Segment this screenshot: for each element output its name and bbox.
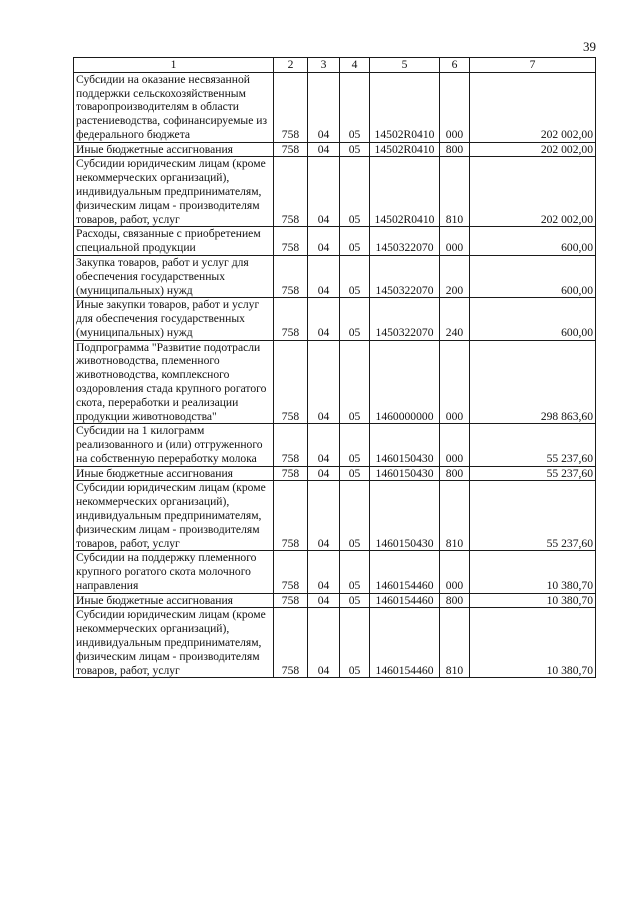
subsection-cell: 05 (340, 466, 370, 481)
section-cell: 04 (308, 142, 340, 157)
target-item-cell: 1460150430 (370, 466, 440, 481)
expense-type-cell: 810 (440, 608, 470, 678)
table-row (74, 551, 596, 593)
table-row (74, 424, 596, 466)
admin-code-cell: 758 (274, 142, 308, 157)
admin-code-cell: 758 (274, 340, 308, 424)
page-number: 39 (583, 39, 596, 54)
section-cell: 04 (308, 593, 340, 608)
expense-type-cell: 800 (440, 142, 470, 157)
target-item-cell: 14502R0410 (370, 157, 440, 227)
section-cell: 04 (308, 157, 340, 227)
amount-cell: 600,00 (470, 227, 596, 256)
header-cell: 1 (74, 58, 274, 73)
subsection-cell: 05 (340, 255, 370, 297)
row-name-cell: Иные бюджетные ассигнования (74, 142, 274, 157)
target-item-cell: 1460154460 (370, 608, 440, 678)
admin-code-cell: 758 (274, 551, 308, 593)
header-cell: 5 (370, 58, 440, 73)
admin-code-cell: 758 (274, 608, 308, 678)
table-row (74, 481, 596, 551)
section-cell: 04 (308, 255, 340, 297)
admin-code-cell: 758 (274, 72, 308, 142)
target-item-cell: 1460154460 (370, 593, 440, 608)
section-cell: 04 (308, 608, 340, 678)
amount-cell: 202 002,00 (470, 72, 596, 142)
table-row (74, 157, 596, 227)
section-cell: 04 (308, 72, 340, 142)
amount-cell: 55 237,60 (470, 481, 596, 551)
expense-type-cell: 800 (440, 593, 470, 608)
table-row (74, 466, 596, 481)
admin-code-cell: 758 (274, 481, 308, 551)
row-name-cell: Закупка товаров, работ и услуг для обеспечения государственных (муниципальных) нужд (74, 255, 274, 297)
row-name-cell: Субсидии юридическим лицам (кроме некоммерческих организаций), индивидуальным предпринимателям, физическим лицам - производителям товаров, работ, услуг (74, 481, 274, 551)
target-item-cell: 1460000000 (370, 340, 440, 424)
target-item-cell: 1460154460 (370, 551, 440, 593)
target-item-cell: 1450322070 (370, 298, 440, 340)
header-row (74, 58, 596, 73)
target-item-cell: 1460150430 (370, 481, 440, 551)
header-cell: 7 (470, 58, 596, 73)
target-item-cell: 1450322070 (370, 255, 440, 297)
amount-cell: 600,00 (470, 298, 596, 340)
amount-cell: 10 380,70 (470, 593, 596, 608)
subsection-cell: 05 (340, 481, 370, 551)
subsection-cell: 05 (340, 298, 370, 340)
table-row (74, 255, 596, 297)
amount-cell: 202 002,00 (470, 142, 596, 157)
row-name-cell: Иные закупки товаров, работ и услуг для обеспечения государственных (муниципальных) нужд (74, 298, 274, 340)
row-name-cell: Субсидии на оказание несвязанной поддержки сельскохозяйственным товаропроизводителям в области растениеводства, софинансируемые из федерального бюджета (74, 72, 274, 142)
amount-cell: 55 237,60 (470, 424, 596, 466)
amount-cell: 202 002,00 (470, 157, 596, 227)
expense-type-cell: 000 (440, 72, 470, 142)
admin-code-cell: 758 (274, 227, 308, 256)
table-row (74, 608, 596, 678)
row-name-cell: Субсидии на 1 килограмм реализованного и (или) отгруженного на собственную переработку молока (74, 424, 274, 466)
table-row (74, 593, 596, 608)
row-name-cell: Субсидии юридическим лицам (кроме некоммерческих организаций), индивидуальным предпринимателям, физическим лицам - производителям товаров, работ, услуг (74, 157, 274, 227)
admin-code-cell: 758 (274, 593, 308, 608)
section-cell: 04 (308, 340, 340, 424)
header-cell: 6 (440, 58, 470, 73)
admin-code-cell: 758 (274, 255, 308, 297)
amount-cell: 10 380,70 (470, 608, 596, 678)
table-row (74, 72, 596, 142)
expense-type-cell: 000 (440, 227, 470, 256)
subsection-cell: 05 (340, 72, 370, 142)
section-cell: 04 (308, 481, 340, 551)
table-row (74, 142, 596, 157)
section-cell: 04 (308, 551, 340, 593)
expense-type-cell: 240 (440, 298, 470, 340)
table-row (74, 227, 596, 256)
header-cell: 2 (274, 58, 308, 73)
expense-type-cell: 810 (440, 481, 470, 551)
admin-code-cell: 758 (274, 298, 308, 340)
target-item-cell: 14502R0410 (370, 142, 440, 157)
amount-cell: 600,00 (470, 255, 596, 297)
amount-cell: 298 863,60 (470, 340, 596, 424)
target-item-cell: 14502R0410 (370, 72, 440, 142)
target-item-cell: 1460150430 (370, 424, 440, 466)
header-cell: 3 (308, 58, 340, 73)
section-cell: 04 (308, 227, 340, 256)
amount-cell: 55 237,60 (470, 466, 596, 481)
section-cell: 04 (308, 298, 340, 340)
budget-table (73, 57, 596, 678)
section-cell: 04 (308, 466, 340, 481)
subsection-cell: 05 (340, 340, 370, 424)
row-name-cell: Иные бюджетные ассигнования (74, 466, 274, 481)
admin-code-cell: 758 (274, 466, 308, 481)
amount-cell: 10 380,70 (470, 551, 596, 593)
expense-type-cell: 000 (440, 424, 470, 466)
header-cell: 4 (340, 58, 370, 73)
row-name-cell: Расходы, связанные с приобретением специальной продукции (74, 227, 274, 256)
table-row (74, 340, 596, 424)
subsection-cell: 05 (340, 551, 370, 593)
row-name-cell: Подпрограмма "Развитие подотрасли животноводства, племенного животноводства, комплексного оздоровления стада крупного рогатого скота, переработки и реализации продукции животноводства" (74, 340, 274, 424)
subsection-cell: 05 (340, 157, 370, 227)
subsection-cell: 05 (340, 424, 370, 466)
table-body (74, 72, 596, 678)
row-name-cell: Иные бюджетные ассигнования (74, 593, 274, 608)
expense-type-cell: 000 (440, 340, 470, 424)
expense-type-cell: 810 (440, 157, 470, 227)
expense-type-cell: 800 (440, 466, 470, 481)
subsection-cell: 05 (340, 608, 370, 678)
target-item-cell: 1450322070 (370, 227, 440, 256)
row-name-cell: Субсидии юридическим лицам (кроме некоммерческих организаций), индивидуальным предпринимателям, физическим лицам - производителям товаров, работ, услуг (74, 608, 274, 678)
section-cell: 04 (308, 424, 340, 466)
row-name-cell: Субсидии на поддержку племенного крупного рогатого скота молочного направления (74, 551, 274, 593)
subsection-cell: 05 (340, 227, 370, 256)
subsection-cell: 05 (340, 593, 370, 608)
table-row (74, 298, 596, 340)
admin-code-cell: 758 (274, 424, 308, 466)
admin-code-cell: 758 (274, 157, 308, 227)
subsection-cell: 05 (340, 142, 370, 157)
expense-type-cell: 200 (440, 255, 470, 297)
expense-type-cell: 000 (440, 551, 470, 593)
